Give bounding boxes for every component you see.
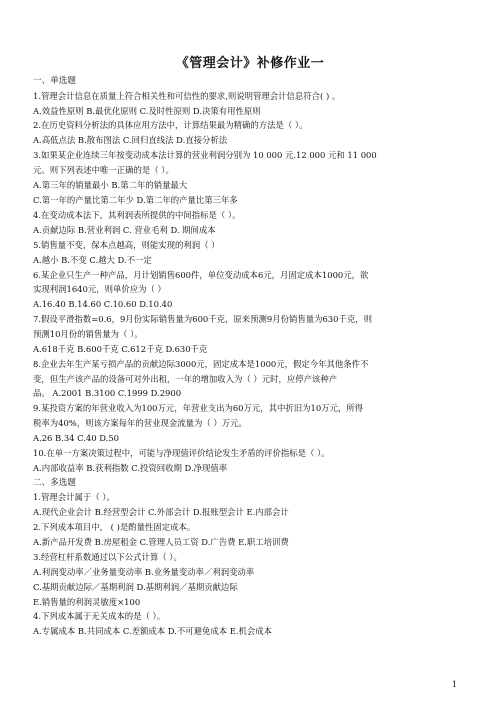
option-line: A.第三年的销量最小 B.第二年的销量最大 (33, 180, 188, 190)
question-line: 2.下列成本项目中， ( )是酌量性固定成本。 (33, 522, 196, 532)
option-line: A.618千克 B.600千克 C.612千克 D.630千克 (33, 344, 208, 354)
option-line: A.效益性原则 B.最优化原则 C.及时性原则 D.决策有用性原则 (33, 106, 261, 116)
option-line: A.26 B.34 C.40 D.50 (33, 433, 119, 443)
question-line: 元。则下列表述中唯一正确的是（ ）。 (33, 165, 174, 175)
option-line: E.销售量的利润灵敏度×100 (33, 597, 141, 607)
option-line: A.贡献边际 B.营业利润 C. 营业毛利 D. 期间成本 (33, 225, 216, 235)
question-line: 3.如果某企业连续三年按变动成本法计算的营业利润分别为 10 000 元.12 000 元和 11 000 (33, 150, 377, 160)
question-line: 4.在变动成本法下，其利润表所提供的中间指标是（ ）。 (33, 210, 241, 220)
question-line: 变，但生产该产品的设备可对外出租，一年的增加收入为（ ）元时，应停产该种产 (33, 374, 338, 384)
question-line: 1.管理会计信息在质量上符合相关性和可信性的要求,则说明管理会计信息符合( ) 。 (33, 91, 341, 101)
option-line: A.专属成本 B.共同成本 C.差额成本 D.不可避免成本 E.机会成本 (33, 626, 273, 636)
question-line: 税率为40%，则该方案每年的营业现金流量为（ ）万元。 (33, 418, 247, 428)
document-title: 《管理会计》补修作业一 (175, 56, 325, 71)
option-line: A.内部收益率 B.获利指数 C.投资回收期 D.净现值率 (33, 463, 228, 473)
question-line: 3.经营杠杆系数通过以下公式计算（ ）。 (33, 552, 182, 562)
option-line: A.越小 B.不变 C.越大 D.不一定 (33, 255, 152, 265)
question-line: 10.在单一方案决策过程中，可能与净现值评价结论发生矛盾的评价指标是（ ）。 (33, 448, 330, 458)
question-line: 6.某企业只生产一种产品，月计划销售600件，单位变动成本6元，月固定成本1000元，欲 (33, 270, 369, 280)
question-line: 1.管理会计属于（ ）。 (33, 492, 115, 502)
question-line: 预测10月份的销售量为（ ）。 (33, 329, 143, 339)
option-line: A.新产品开发费 B.房屋租金 C.管理人员工资 D.广告费 E.职工培训费 (33, 537, 289, 547)
question-line: 品。 A.2001 B.3100 C.1999 D.2900 (33, 388, 182, 398)
question-line: 4.下列成本属于无关成本的是（ ）。 (33, 611, 166, 621)
option-line: C.第一年的产量比第二年少 D.第二年的产量比第三年多 (33, 195, 238, 205)
option-line: C.基期贡献边际／基期利润 D.基期利润／基期贡献边际 (33, 582, 238, 592)
section-heading-multiple-choice: 二、多选题 (33, 478, 76, 488)
question-line: 8.企业去年生产某亏损产品的贡献边际3000元，固定成本是1000元，假定今年其他条件不 (33, 359, 369, 369)
question-line: 9.某投资方案的年营业收入为100万元，年营业支出为60万元，其中折旧为10万元，所得 (33, 403, 364, 413)
question-line: 实现利润1640元，则单价应为（ ） (33, 284, 166, 294)
question-line: 7.假设平滑指数=0.6，9月份实际销售量为600千克，原来预测9月份销售量为630千克，则 (33, 314, 372, 324)
option-line: A.高低点法 B.散布图法 C.回归直线法 D.直接分析法 (33, 135, 228, 145)
option-line: A.利润变动率／业务量变动率 B.业务量变动率／利润变动率 (33, 567, 255, 577)
question-line: 5.销售量不变，保本点越高，则能实现的利润（ ） (33, 240, 220, 250)
option-line: A.现代企业会计 B.经营型会计 C.外部会计 D.报账型会计 E.内部会计 (33, 507, 289, 517)
question-line: 2.在历史资料分析法的具体应用方法中，计算结果最为精确的方法是（ ）。 (33, 120, 308, 130)
section-heading-single-choice: 一、单选题 (33, 76, 76, 86)
page-number: 1 (452, 680, 458, 689)
option-line: A.16.40 B.14.60 C.10.60 D.10.40 (33, 299, 173, 309)
